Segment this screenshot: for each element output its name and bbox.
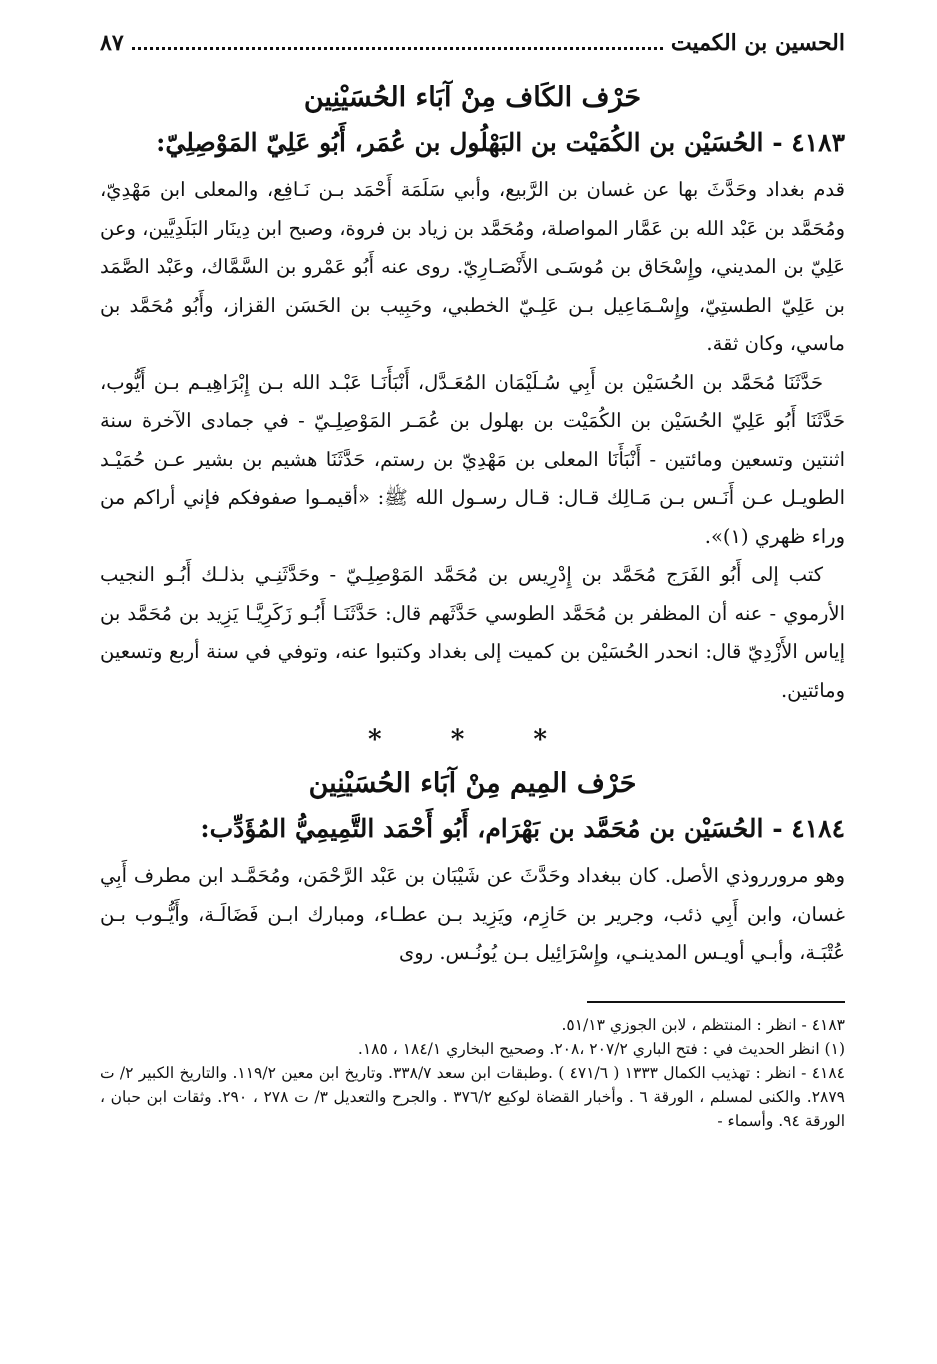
footnote: ٤١٨٣ - انظر : المنتظم ، لابن الجوزي ٥١/١٣. xyxy=(561,1015,845,1034)
paragraph: قدم بغداد وحَدَّثَ بها عن غسان بن الرَّبيع، وأبي سَلَمَة أَحْمَد بـن نَـافِع، والمعلى ابن مَهْدِيّ، ومُحَمَّد بن عَبْد الله بن عَمَّار المواصلة، ومُحَمَّد بن زياد بن فروة، وصبح ابن دِينَار البَلَدِيَّين، وعن عَلِيّ بن المديني، وإِسْحَاق بن مُوسَـى الأَنْصَـارِيّ. روى عنه أَبُو عَمْرو بن السَّمَّاك، وعَبْد الصَّمَد بن عَلِيّ الطستِيّ، وإِسْـمَاعِيل بـن عَلِـيّ الخطبي، وحَبِيب بن الحَسَن القزاز، وأَبُو مُحَمَّد بن ماسي، وكان ثقة. xyxy=(100,178,845,355)
section-mim xyxy=(100,768,845,973)
footnotes xyxy=(100,1013,845,1133)
paragraph: حَدَّثَنَا مُحَمَّد بن الحُسَيْن بن أَبِي سُـلَيْمَان المُعَـدَّل، أَنْبَأَنَـا عَبْـد الله بـن إِبْرَاهِيـم بـن أَيُّوب، حَدَّثَنَا أَبُو عَلِيّ الحُسَيْن بن الكُمَيْت بن بهلول بن عُمَـر المَوْصِلِـيّ - في جمادى الآخرة سنة اثنتين وتسعين ومائتين - أَنْبَأَنَا المعلى بن مَهْدِيّ بن رستم، حَدَّثَنَا هشيم بن بشير عـن حُمَيْـد الطويـل عـن أَنَـس بـن مَـالِك قـال: قـال رسـول الله ﷺ: «أقيمـوا صفوفكم فإني أراكم من وراء ظهري (١)». xyxy=(100,370,845,548)
header-leader-dots xyxy=(132,33,663,50)
footnote: ٤١٨٤ - انظر : تهذيب الكمال ١٣٣٣ ( ٤٧١/٦ ) .وطبقات ابن سعد ٣٣٨/٧. وتاريخ ابن معين ١١٩/٢. والتاريخ الكبير ٢/ ت ٢٨٧٩. والكنى لمسلم ، الورقة ٦ . وأخبار القضاة لوكيع ٣٧٦/٢ . والجرح والتعديل ٣/ ت ٢٧٨ ، ٢٩٠. وثقات ابن حبان ، الورقة ٩٤. وأسماء - xyxy=(100,1063,846,1130)
running-header xyxy=(100,30,845,74)
entry-title: ٤١٨٤ - الحُسَيْن بن مُحَمَّد بن بَهْرَام، أَبُو أَحْمَد التَّمِيمِيُّ المُؤَدِّب: xyxy=(200,814,845,843)
paragraph: كتب إلى أَبُو الفَرَج مُحَمَّد بن إِدْرِيس بن مُحَمَّد المَوْصِلِـيّ - وحَدَّثَنِـي بذلـك أَبُـو النجيب الأرموي - عنه أن المظفر بن مُحَمَّد الطوسي حَدَّثَهم قال: حَدَّثَنَـا أَبُـو زَكَرِيَّـا يَزِيد بن مُحَمَّد بن إياس الأَزْدِيّ قال: انحدر الحُسَيْن بن كميت إلى بغداد وكتبوا عنه، وتوفي في سنة أربع وتسعين ومائتين. xyxy=(100,563,845,702)
footnote: (١) انظر الحديث في : فتح الباري ٢٠٧/٢ ،٢٠٨. وصحيح البخاري ١٨٤/١ ، ١٨٥. xyxy=(357,1039,845,1058)
page-number: ٨٧ xyxy=(100,30,124,56)
header-title: الحسين بن الكميت xyxy=(670,30,845,56)
section-heading: حَرْف المِيم مِنْ آبَاء الحُسَيْنِين xyxy=(308,768,637,799)
section-kaf xyxy=(100,82,845,710)
section-heading: حَرْف الكَاف مِنْ آبَاء الحُسَيْنِين xyxy=(303,82,642,113)
paragraph: وهو مرورروذي الأصل. كان ببغداد وحَدَّثَ عن شَيْبَان بن عَبْد الرَّحْمَن، ومُحَمَّـد ابن مطرف أَبِي غسان، وابن أَبِي ذئب، وجرير بن حَازِم، ويَزِيد بـن عطـاء، ومبارك ابـن فَضَالَـة، وأَيُّـوب بـن عُتْبَـة، وأبـي أويـس المدينـي، وإِسْرَائِيل بـن يُونُـس. روى xyxy=(100,864,845,964)
entry-title: ٤١٨٣ - الحُسَيْن بن الكُمَيْت بن البَهْلُول بن عُمَر، أَبُو عَلِيّ المَوْصِلِيّ: xyxy=(156,128,845,157)
section-separator: * * * xyxy=(368,725,577,755)
footnote-divider xyxy=(587,1001,845,1003)
